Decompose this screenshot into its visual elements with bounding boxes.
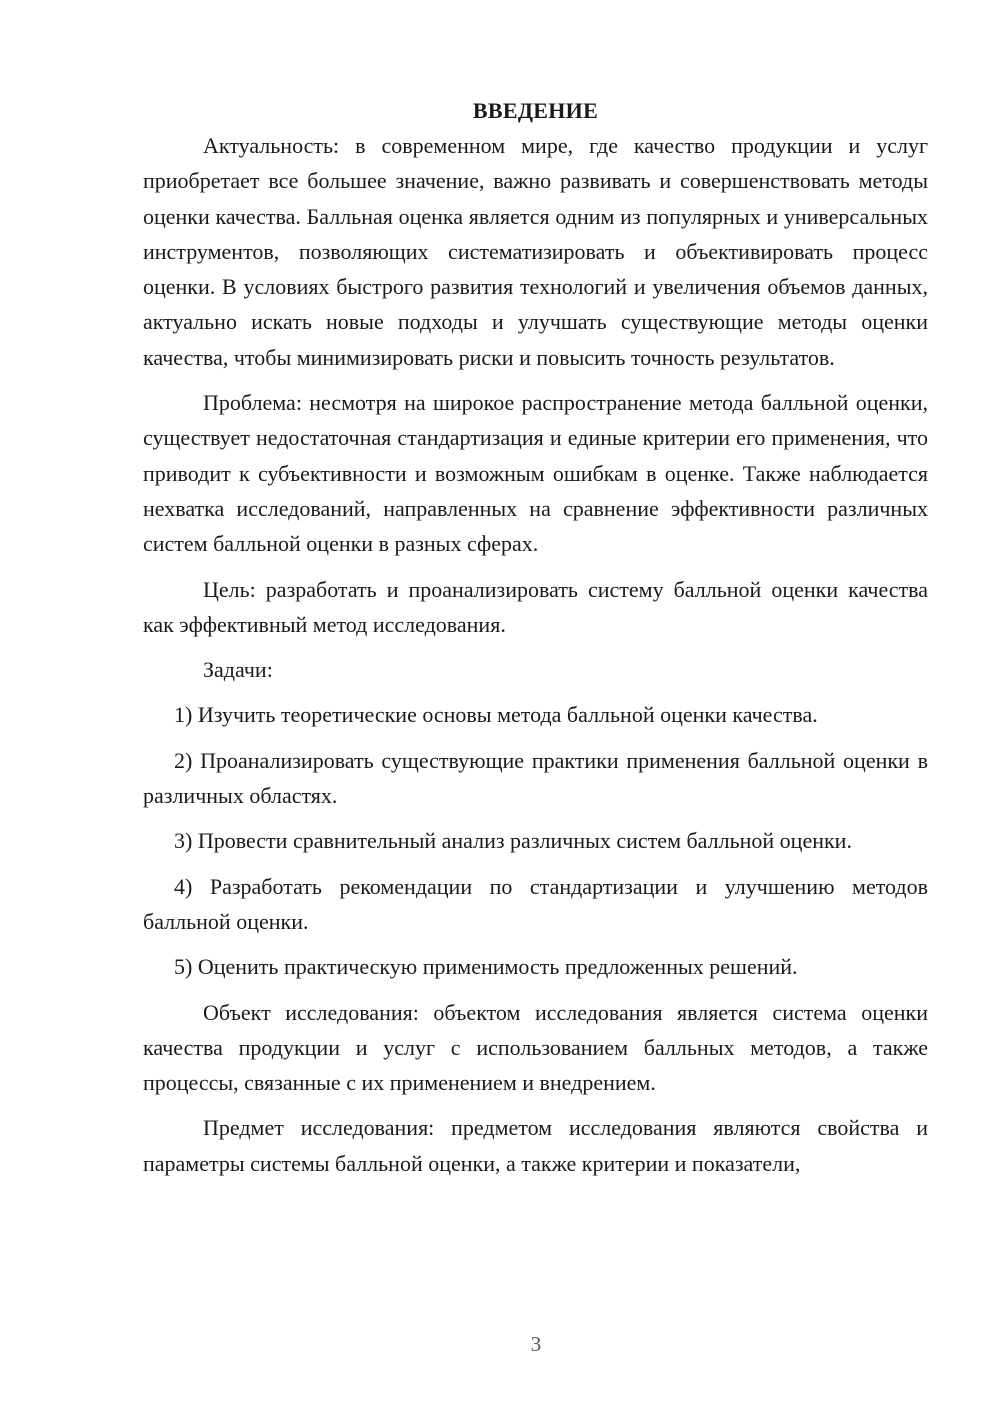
paragraph-problem: Проблема: несмотря на широкое распространение метода балльной оценки, существует недостаточная стандартизация и единые критерии его применения, что приводит к субъективности и возможным ошибкам в оценке. Также наблюдается нехватка исследований, направленных на сравнение эффективности различных систем балльной оценки в разных сферах. xyxy=(143,390,928,557)
task-item-2: 2) Проанализировать существующие практики применения балльной оценки в различных областях. xyxy=(143,747,928,809)
task-item-3: 3) Провести сравнительный анализ различных систем балльной оценки. xyxy=(174,828,852,854)
document-page xyxy=(143,94,928,1181)
page-number: 3 xyxy=(530,1332,542,1356)
paragraph-object: Объект исследования: объектом исследования является система оценки качества продукции и услуг с использованием балльных методов, а также процессы, связанные с их применением и внедрением. xyxy=(143,999,928,1096)
task-item-5: 5) Оценить практическую применимость предложенных решений. xyxy=(174,954,798,980)
paragraph-goal: Цель: разработать и проанализировать систему балльной оценки качества как эффективный метод исследования. xyxy=(143,576,928,637)
section-title: ВВЕДЕНИЕ xyxy=(472,98,599,123)
task-item-1: 1) Изучить теоретические основы метода балльной оценки качества. xyxy=(174,702,818,728)
paragraph-tasks-heading: Задачи: xyxy=(203,657,273,683)
task-item-4: 4) Разработать рекомендации по стандартизации и улучшению методов балльной оценки. xyxy=(143,873,928,934)
paragraph-relevance: Актуальность: в современном мире, где качество продукции и услуг приобретает все большее значение, важно развивать и совершенствовать методы оценки качества. Балльная оценка является одним из популярных и универсальных инструментов, позволяющих систематизировать и объективировать процесс оценки. В условиях быстрого развития технологий и увеличения объемов данных, актуально искать новые подходы и улучшать существующие методы оценки качества, чтобы минимизировать риски и повысить точность результатов. xyxy=(143,133,928,370)
paragraph-subject: Предмет исследования: предметом исследования являются свойства и параметры системы балльной оценки, а также критерии и показатели, xyxy=(143,1115,928,1176)
